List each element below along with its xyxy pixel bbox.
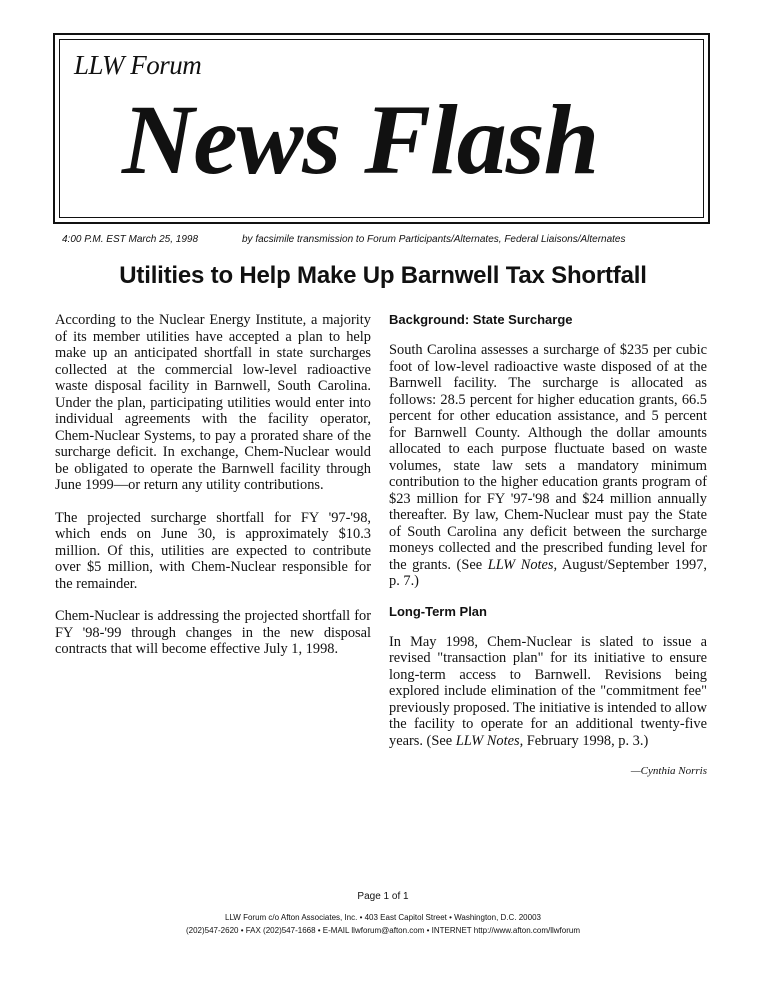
footer-address: LLW Forum c/o Afton Associates, Inc. • 403 East Capitol Street • Washington, D.C. 20003 <box>225 913 541 922</box>
footer-contact: (202)547-2620 • FAX (202)547-1668 • E-MAIL llwforum@afton.com • INTERNET http://www.afton.com/llwforum <box>185 926 580 935</box>
article-headline: Utilities to Help Make Up Barnwell Tax Shortfall <box>119 262 647 289</box>
reference-detail: February 1998, p. 3.) <box>523 732 649 749</box>
paragraph <box>389 342 707 590</box>
reference-detail: August/September 1997, p. 7.) <box>389 556 707 589</box>
paragraph <box>389 634 707 750</box>
section-heading-background: Background: State Surcharge <box>389 312 573 327</box>
reference-title: LLW Notes, <box>487 556 558 573</box>
paragraph: Chem-Nuclear is addressing the projected shortfall for FY '98-'99 through changes in the new disposal contracts that will become effective July 1, 1998. <box>55 608 371 657</box>
paragraph: According to the Nuclear Energy Institute, a majority of its member utilities have accepted a plan to help make up an anticipated shortfall in state surcharges collected at the commercial low-level radioactive waste disposal facility in Barnwell, South Carolina. Under the plan, participating utilities would enter into individual agreements with the facility operator, Chem-Nuclear Systems, to pay a prorated share of the surcharge deficit. In exchange, Chem-Nuclear would be obligated to operate the Barnwell facility through June 1999—or return any utility contributions. <box>55 312 371 493</box>
brand-name: LLW Forum <box>74 50 202 80</box>
author-byline: —Cynthia Norris <box>630 765 707 777</box>
masthead-inner-border <box>59 39 704 218</box>
left-column <box>55 312 371 674</box>
dateline-transmission: by facsimile transmission to Forum Participants/Alternates, Federal Liaisons/Alternates <box>242 234 626 245</box>
page-number: Page 1 of 1 <box>357 891 409 902</box>
section-heading-plan: Long-Term Plan <box>389 603 487 619</box>
dateline <box>62 234 702 245</box>
reference-title: LLW Notes, <box>455 732 524 749</box>
paragraph-text: South Carolina assesses a surcharge of $235 per cubic foot of low-level radioactive waste disposed of at the Barnwell facility. The surcharge is allocated as follows: 28.5 percent for higher education grants, 66.5 percent for other education assistance, and 5 percent for Barnwell County. Although the dollar amounts allocated to each purpose fluctuate based on waste volumes, state law sets a mandatory minimum contribution to the higher education grants program of $23 million for FY '97-'98 and $24 million annually thereafter. By law, Chem-Nuclear must pay the State of South Carolina any deficit between the surcharge moneys collected and the prescribed funding level for the grants. (See <box>389 342 707 573</box>
dateline-time: 4:00 P.M. EST March 25, 1998 <box>62 234 199 245</box>
paragraph: The projected surcharge shortfall for FY '97-'98, which ends on June 30, is approximately $10.3 million. Of this, utilities are expected to contribute over $5 million, with Chem-Nuclear responsible for the remainder. <box>55 509 371 592</box>
right-column <box>389 312 707 780</box>
paragraph-text: In May 1998, Chem-Nuclear is slated to issue a revised "transaction plan" for its initiative to ensure long-term access to Barnwell. Revisions being explored include elimination of the "commitment fee" previously proposed. The initiative is intended to allow the facility to operate for an additional twenty-five years. (See <box>389 633 707 749</box>
newsletter-title: News Flash <box>122 84 599 195</box>
masthead <box>53 33 710 224</box>
